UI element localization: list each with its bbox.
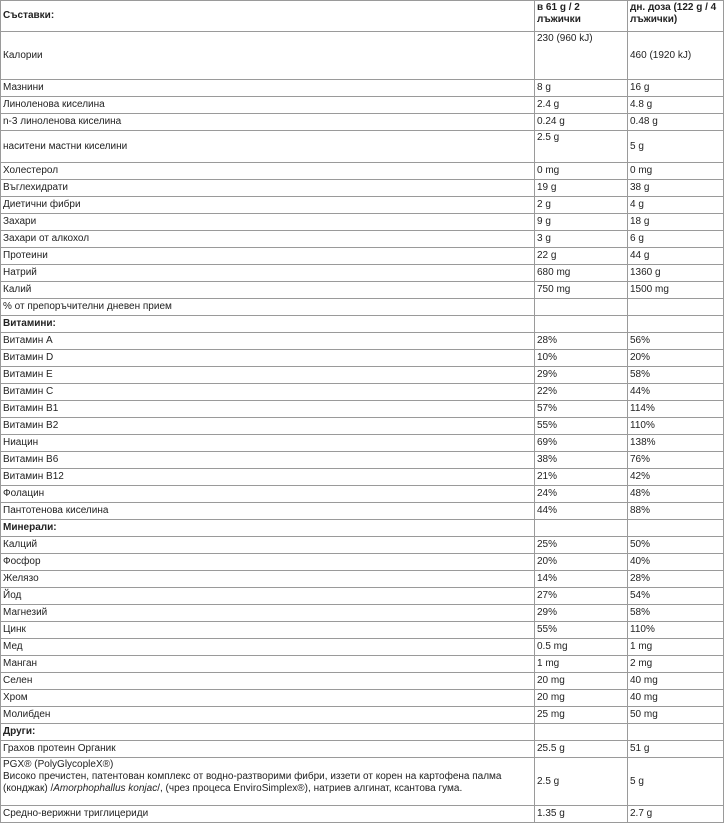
nutrient-row bbox=[1, 265, 724, 282]
vitamin-row bbox=[1, 333, 724, 350]
col-daily-dose-header: дн. доза (122 g / 4 лъжички) bbox=[628, 1, 724, 32]
mineral-daily: 40% bbox=[628, 554, 724, 571]
vitamin-per-serving: 38% bbox=[535, 452, 628, 469]
other-daily: 5 g bbox=[628, 758, 724, 806]
nutrient-per-serving: 2.4 g bbox=[535, 97, 628, 114]
vitamin-name: Витамин D bbox=[1, 350, 535, 367]
vitamin-name: Фолацин bbox=[1, 486, 535, 503]
mineral-row bbox=[1, 622, 724, 639]
nutrient-name: Въглехидрати bbox=[1, 180, 535, 197]
vitamin-daily: 110% bbox=[628, 418, 724, 435]
vitamin-daily: 58% bbox=[628, 367, 724, 384]
nutrient-row bbox=[1, 80, 724, 97]
nutrient-row bbox=[1, 197, 724, 214]
nutrient-row bbox=[1, 131, 724, 163]
nutrient-daily: 38 g bbox=[628, 180, 724, 197]
vitamin-name: Пантотенова киселина bbox=[1, 503, 535, 520]
mineral-per-serving: 0.5 mg bbox=[535, 639, 628, 656]
mineral-per-serving: 20 mg bbox=[535, 673, 628, 690]
minerals-section-row bbox=[1, 520, 724, 537]
mineral-name: Мед bbox=[1, 639, 535, 656]
pgx-text: /, (чрез процеса EnviroSimplex®), натриев алгинат, ксантова гума. bbox=[157, 783, 463, 794]
vitamin-row bbox=[1, 469, 724, 486]
nutrient-daily: 1500 mg bbox=[628, 282, 724, 299]
mineral-row bbox=[1, 537, 724, 554]
vitamin-row bbox=[1, 486, 724, 503]
nutrient-row bbox=[1, 231, 724, 248]
vitamins-section-row bbox=[1, 316, 724, 333]
nutrient-name: Калории bbox=[1, 32, 535, 80]
nutrient-daily: 0 mg bbox=[628, 163, 724, 180]
mineral-daily: 40 mg bbox=[628, 690, 724, 707]
nutrient-name: наситени мастни киселини bbox=[1, 131, 535, 163]
nutrient-daily: 4 g bbox=[628, 197, 724, 214]
vitamin-daily: 42% bbox=[628, 469, 724, 486]
vitamin-per-serving: 21% bbox=[535, 469, 628, 486]
mineral-per-serving: 25% bbox=[535, 537, 628, 554]
vitamin-daily: 76% bbox=[628, 452, 724, 469]
nutrient-name: Калий bbox=[1, 282, 535, 299]
vitamin-row bbox=[1, 367, 724, 384]
rdi-note-row bbox=[1, 299, 724, 316]
nutrient-daily: 44 g bbox=[628, 248, 724, 265]
mineral-name: Молибден bbox=[1, 707, 535, 724]
other-row bbox=[1, 806, 724, 823]
vitamin-daily: 114% bbox=[628, 401, 724, 418]
nutrient-per-serving: 3 g bbox=[535, 231, 628, 248]
vitamin-per-serving: 57% bbox=[535, 401, 628, 418]
mineral-name: Калций bbox=[1, 537, 535, 554]
ingredients-label: Съставки: bbox=[1, 1, 535, 32]
other-name: Средно-верижни триглицериди bbox=[1, 806, 535, 823]
nutrient-row bbox=[1, 180, 724, 197]
rdi-note: % от препоръчителни дневен прием bbox=[1, 299, 535, 316]
mineral-daily: 28% bbox=[628, 571, 724, 588]
mineral-row bbox=[1, 707, 724, 724]
vitamin-row bbox=[1, 435, 724, 452]
mineral-name: Хром bbox=[1, 690, 535, 707]
vitamin-daily: 138% bbox=[628, 435, 724, 452]
nutrient-daily: 6 g bbox=[628, 231, 724, 248]
vitamin-name: Витамин C bbox=[1, 384, 535, 401]
vitamin-daily: 44% bbox=[628, 384, 724, 401]
nutrient-daily: 4.8 g bbox=[628, 97, 724, 114]
nutrient-per-serving: 0 mg bbox=[535, 163, 628, 180]
other-per-serving: 1.35 g bbox=[535, 806, 628, 823]
mineral-row bbox=[1, 656, 724, 673]
header-row bbox=[1, 1, 724, 32]
nutrient-row bbox=[1, 282, 724, 299]
nutrient-row bbox=[1, 163, 724, 180]
others-label: Други: bbox=[1, 724, 535, 741]
mineral-daily: 54% bbox=[628, 588, 724, 605]
nutrient-name: Захари bbox=[1, 214, 535, 231]
vitamin-per-serving: 24% bbox=[535, 486, 628, 503]
others-section-row bbox=[1, 724, 724, 741]
mineral-name: Фосфор bbox=[1, 554, 535, 571]
mineral-name: Манган bbox=[1, 656, 535, 673]
vitamin-name: Ниацин bbox=[1, 435, 535, 452]
vitamin-name: Витамин B2 bbox=[1, 418, 535, 435]
nutrient-row bbox=[1, 214, 724, 231]
vitamin-row bbox=[1, 418, 724, 435]
mineral-daily: 50% bbox=[628, 537, 724, 554]
nutrient-per-serving: 680 mg bbox=[535, 265, 628, 282]
other-daily: 51 g bbox=[628, 741, 724, 758]
mineral-per-serving: 20% bbox=[535, 554, 628, 571]
other-name: Грахов протеин Органик bbox=[1, 741, 535, 758]
mineral-row bbox=[1, 571, 724, 588]
mineral-name: Желязо bbox=[1, 571, 535, 588]
empty-cell bbox=[535, 299, 628, 316]
nutrient-daily: 1360 g bbox=[628, 265, 724, 282]
mineral-row bbox=[1, 639, 724, 656]
nutrient-per-serving: 9 g bbox=[535, 214, 628, 231]
nutrient-per-serving: 750 mg bbox=[535, 282, 628, 299]
empty-cell bbox=[535, 520, 628, 537]
col-per-serving-header: в 61 g / 2 лъжички bbox=[535, 1, 628, 32]
mineral-row bbox=[1, 673, 724, 690]
vitamin-per-serving: 55% bbox=[535, 418, 628, 435]
vitamin-per-serving: 44% bbox=[535, 503, 628, 520]
vitamin-per-serving: 69% bbox=[535, 435, 628, 452]
pgx-title: PGX® (PolyGlycopleX®) bbox=[3, 759, 114, 770]
mineral-per-serving: 20 mg bbox=[535, 690, 628, 707]
other-per-serving: 25.5 g bbox=[535, 741, 628, 758]
mineral-name: Йод bbox=[1, 588, 535, 605]
empty-cell bbox=[628, 520, 724, 537]
pgx-description-line bbox=[3, 783, 532, 795]
nutrient-name: Диетични фибри bbox=[1, 197, 535, 214]
nutrient-per-serving: 230 (960 kJ) bbox=[535, 32, 628, 80]
vitamin-daily: 48% bbox=[628, 486, 724, 503]
mineral-daily: 1 mg bbox=[628, 639, 724, 656]
nutrient-per-serving: 0.24 g bbox=[535, 114, 628, 131]
empty-cell bbox=[628, 316, 724, 333]
other-per-serving: 2.5 g bbox=[535, 758, 628, 806]
nutrient-name: Натрий bbox=[1, 265, 535, 282]
vitamin-name: Витамин A bbox=[1, 333, 535, 350]
empty-cell bbox=[628, 724, 724, 741]
nutrient-row bbox=[1, 97, 724, 114]
mineral-per-serving: 25 mg bbox=[535, 707, 628, 724]
mineral-name: Цинк bbox=[1, 622, 535, 639]
nutrient-daily: 5 g bbox=[628, 131, 724, 163]
empty-cell bbox=[535, 316, 628, 333]
mineral-row bbox=[1, 690, 724, 707]
pgx-text: (конджак) / bbox=[3, 783, 54, 794]
pgx-description-line: Високо пречистен, патентован комплекс от водно-разтворими фибри, иззети от корен на картофена палма bbox=[3, 771, 502, 782]
nutrient-name: n-3 линоленова киселина bbox=[1, 114, 535, 131]
mineral-row bbox=[1, 588, 724, 605]
nutrient-name: Протеини bbox=[1, 248, 535, 265]
vitamin-per-serving: 10% bbox=[535, 350, 628, 367]
mineral-daily: 50 mg bbox=[628, 707, 724, 724]
vitamin-per-serving: 22% bbox=[535, 384, 628, 401]
vitamin-row bbox=[1, 401, 724, 418]
nutrient-per-serving: 2 g bbox=[535, 197, 628, 214]
mineral-name: Селен bbox=[1, 673, 535, 690]
other-row bbox=[1, 741, 724, 758]
vitamins-label: Витамини: bbox=[1, 316, 535, 333]
mineral-per-serving: 27% bbox=[535, 588, 628, 605]
mineral-daily: 2 mg bbox=[628, 656, 724, 673]
nutrient-row bbox=[1, 32, 724, 80]
mineral-per-serving: 29% bbox=[535, 605, 628, 622]
nutrient-name: Линоленова киселина bbox=[1, 97, 535, 114]
vitamin-name: Витамин B1 bbox=[1, 401, 535, 418]
vitamin-daily: 88% bbox=[628, 503, 724, 520]
vitamin-row bbox=[1, 384, 724, 401]
mineral-row bbox=[1, 605, 724, 622]
pgx-latin-name: Amorphophallus konjac bbox=[53, 783, 158, 794]
nutrient-daily: 0.48 g bbox=[628, 114, 724, 131]
mineral-per-serving: 1 mg bbox=[535, 656, 628, 673]
nutrient-name: Мазнини bbox=[1, 80, 535, 97]
minerals-label: Минерали: bbox=[1, 520, 535, 537]
nutrient-per-serving: 8 g bbox=[535, 80, 628, 97]
mineral-daily: 110% bbox=[628, 622, 724, 639]
nutrient-per-serving: 2.5 g bbox=[535, 131, 628, 163]
vitamin-daily: 56% bbox=[628, 333, 724, 350]
vitamin-row bbox=[1, 452, 724, 469]
vitamin-name: Витамин B6 bbox=[1, 452, 535, 469]
vitamin-row bbox=[1, 503, 724, 520]
nutrient-row bbox=[1, 114, 724, 131]
nutrient-row bbox=[1, 248, 724, 265]
nutrient-name: Холестерол bbox=[1, 163, 535, 180]
mineral-row bbox=[1, 554, 724, 571]
nutrient-per-serving: 22 g bbox=[535, 248, 628, 265]
nutrient-per-serving: 19 g bbox=[535, 180, 628, 197]
vitamin-row bbox=[1, 350, 724, 367]
vitamin-name: Витамин E bbox=[1, 367, 535, 384]
pgx-row bbox=[1, 758, 724, 806]
mineral-daily: 58% bbox=[628, 605, 724, 622]
mineral-daily: 40 mg bbox=[628, 673, 724, 690]
nutrient-daily: 16 g bbox=[628, 80, 724, 97]
vitamin-per-serving: 28% bbox=[535, 333, 628, 350]
empty-cell bbox=[535, 724, 628, 741]
vitamin-per-serving: 29% bbox=[535, 367, 628, 384]
pgx-description bbox=[1, 758, 535, 806]
vitamin-name: Витамин B12 bbox=[1, 469, 535, 486]
mineral-per-serving: 55% bbox=[535, 622, 628, 639]
empty-cell bbox=[628, 299, 724, 316]
vitamin-daily: 20% bbox=[628, 350, 724, 367]
other-daily: 2.7 g bbox=[628, 806, 724, 823]
nutrient-daily: 460 (1920 kJ) bbox=[628, 32, 724, 80]
nutrient-daily: 18 g bbox=[628, 214, 724, 231]
mineral-per-serving: 14% bbox=[535, 571, 628, 588]
mineral-name: Магнезий bbox=[1, 605, 535, 622]
nutrient-name: Захари от алкохол bbox=[1, 231, 535, 248]
